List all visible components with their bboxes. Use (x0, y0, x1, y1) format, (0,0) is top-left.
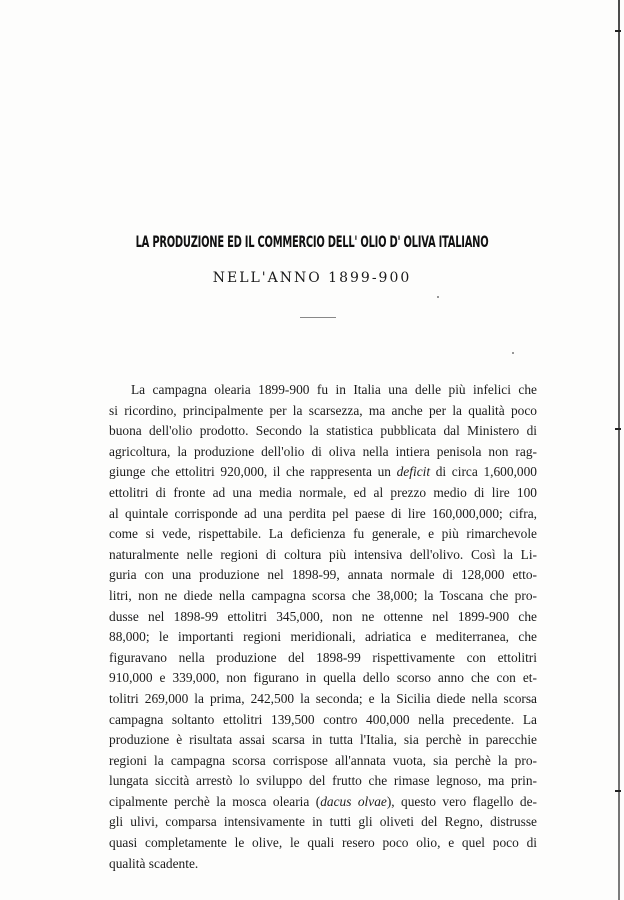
paragraph-line: giunge che ettolitri 920,000, il che rappresenta un deficit di circa 1,600,000 (109, 464, 538, 480)
paragraph-line: gli ulivi, comparsa intensivamente in tutti gli oliveti del Regno, distrusse (109, 814, 537, 830)
article-paragraph (109, 380, 537, 874)
paragraph-line: litri, non ne diede nella campagna scorsa che 38,000; la Toscana che pro- (109, 587, 537, 603)
edge-mark (615, 428, 621, 430)
italic-term: deficit (396, 464, 431, 480)
paragraph-line: guria con una produzione nel 1898-99, annata normale di 128,000 etto- (109, 567, 537, 583)
edge-mark (615, 30, 621, 32)
title-divider (300, 317, 336, 318)
paragraph-line: La campagna olearia 1899-900 fu in Italia una delle più infelici che (131, 382, 537, 397)
paragraph-line: si ricordino, principalmente per la scarsezza, ma anche per la qualità poco (109, 402, 537, 418)
paragraph-line: figuravano nella produzione del 1898-99 rispettivamente con ettolitri (109, 649, 537, 665)
paragraph-line: regioni la campagna scorsa corrispose all'annata vuota, sia perchè la pro- (109, 752, 537, 768)
paper-speck (437, 296, 439, 298)
paragraph-line: naturalmente nelle regioni di coltura più intensiva dell'olivo. Così la Li- (109, 546, 537, 562)
paragraph-line: 88,000; le importanti regioni meridionali, adriatica e mediterranea, che (109, 629, 537, 645)
edge-mark (615, 790, 621, 792)
paragraph-line: quasi completamente le olive, le quali resero poco olio, e quel poco di (109, 835, 537, 851)
paragraph-line: produzione è risultata assai scarsa in tutta l'Italia, sia perchè in parecchie (109, 732, 537, 748)
paragraph-line: tolitri 269,000 la prima, 242,500 la seconda; e la Sicilia diede nella scorsa (109, 690, 537, 706)
italic-term: dacus olvae (320, 793, 387, 809)
paragraph-line: cipalmente perchè la mosca olearia (dacus olvae), questo vero flagello de- (109, 793, 537, 809)
article-title: LA PRODUZIONE ED IL COMMERCIO DELL' OLIO D' OLIVA ITALIANO (135, 232, 489, 251)
paper-speck (512, 352, 514, 354)
article-subtitle: NELL'ANNO 1899-900 (212, 270, 412, 286)
paragraph-line: agricoltura, la produzione dell'olio di oliva nella intiera penisola non rag- (109, 443, 537, 459)
paragraph-line: 910,000 e 339,000, non figurano in quella dello scorso anno che con et- (109, 670, 537, 686)
paragraph-line: campagna soltanto ettolitri 139,500 contro 400,000 nella precedente. La (109, 711, 537, 727)
paragraph-line: ettolitri di fronte ad una media normale, ed al prezzo medio di lire 100 (109, 484, 537, 500)
paragraph-line: qualità scadente. (109, 855, 199, 871)
paragraph-line: buona dell'olio prodotto. Secondo la statistica pubblicata dal Ministero di (109, 423, 537, 439)
paragraph-line: al quintale corrisponde ad una perdita pel paese di lire 160,000,000; cifra, (109, 505, 537, 521)
paragraph-line: lungata siccità arrestò lo sviluppo del frutto che rimase legnoso, ma prin- (109, 773, 537, 789)
page-edge-line (618, 0, 620, 900)
paragraph-line: come si vede, rispettabile. La deficienza fu generale, e più rimarchevole (109, 526, 537, 542)
paragraph-line: dusse nel 1898-99 ettolitri 345,000, non ne ottenne nel 1899-900 che (109, 608, 537, 624)
